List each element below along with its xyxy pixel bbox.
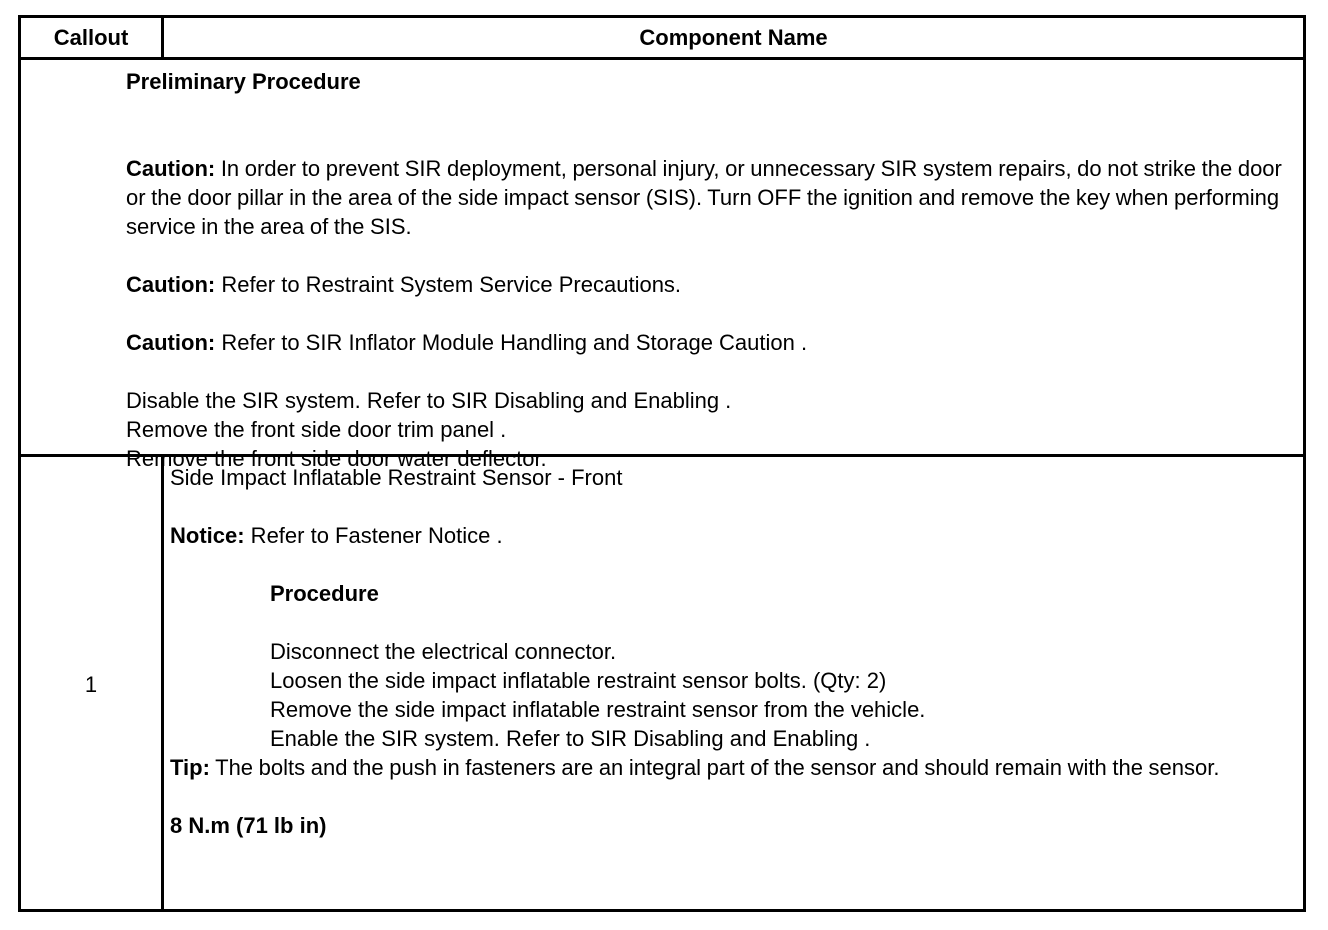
notice — [170, 521, 1293, 550]
procedure-title: Procedure — [270, 581, 379, 606]
component-name: Side Impact Inflatable Restraint Sensor - Front — [170, 465, 623, 490]
notice-label: Notice: — [170, 523, 245, 548]
procedure-step: Enable the SIR system. Refer to SIR Disabling and Enabling . — [270, 726, 871, 751]
preliminary-procedure-row — [21, 60, 1303, 471]
caution-1 — [126, 154, 1291, 241]
preliminary-step: Remove the front side door water deflector. — [126, 446, 547, 471]
caution-3 — [126, 328, 1291, 357]
component-content — [170, 463, 1293, 840]
procedure-step: Remove the side impact inflatable restraint sensor from the vehicle. — [270, 697, 926, 722]
caution-3-label: Caution: — [126, 330, 216, 355]
tip-text: The bolts and the push in fasteners are an integral part of the sensor and should remain with the sensor. — [209, 755, 1220, 780]
caution-3-text: Refer to SIR Inflator Module Handling and Storage Caution . — [215, 330, 808, 355]
caution-2-label: Caution: — [126, 272, 216, 297]
tip-label: Tip: — [170, 755, 210, 780]
callout-header: Callout — [53, 24, 129, 50]
procedure-step: Loosen the side impact inflatable restraint sensor bolts. (Qty: 2) — [270, 668, 887, 693]
caution-1-text: In order to prevent SIR deployment, personal injury, or unnecessary SIR system repairs, do not strike the door or the door pillar in the area of the side impact sensor (SIS). Turn OFF the ignition and remove the key when performing service in the area of the SIS. — [126, 156, 1282, 239]
caution-1-label: Caution: — [126, 156, 216, 181]
component-cell — [161, 457, 1303, 909]
caution-2 — [126, 270, 1291, 299]
preliminary-procedure-title: Preliminary Procedure — [126, 69, 361, 94]
tip — [170, 753, 1293, 782]
component-name-header: Component Name — [161, 18, 1303, 57]
preliminary-step: Disable the SIR system. Refer to SIR Disabling and Enabling . — [126, 388, 732, 413]
component-row-1 — [21, 457, 1303, 909]
callout-cell — [21, 457, 161, 909]
notice-text: Refer to Fastener Notice . — [244, 523, 503, 548]
table-header-row — [21, 18, 1303, 60]
procedure-step: Disconnect the electrical connector. — [270, 639, 617, 664]
preliminary-procedure-content — [126, 67, 1291, 473]
component-table — [18, 15, 1306, 912]
caution-2-text: Refer to Restraint System Service Precautions. — [215, 272, 682, 297]
callout-number: 1 — [84, 672, 98, 697]
torque-spec: 8 N.m (71 lb in) — [170, 813, 327, 838]
preliminary-step: Remove the front side door trim panel . — [126, 417, 507, 442]
